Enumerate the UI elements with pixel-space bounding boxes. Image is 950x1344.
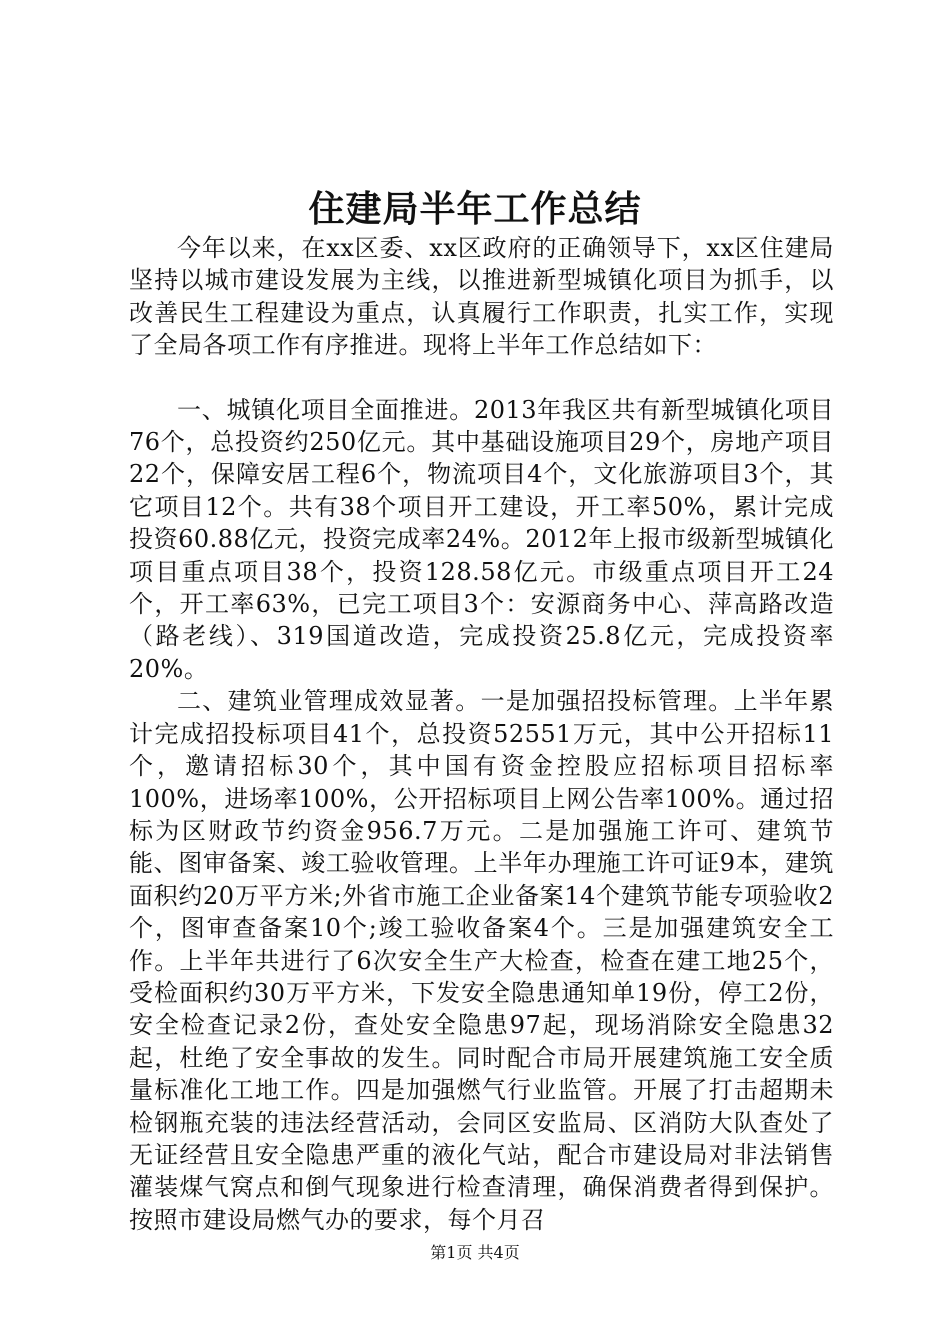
document-body: [129, 232, 834, 1236]
page-footer: 第1页 共4页: [430, 1243, 520, 1262]
document-title: 住建局半年工作总结: [308, 188, 642, 230]
section-paragraph-construction: 二、建筑业管理成效显著。一是加强招投标管理。上半年累计完成招投标项目41个，总投资52551万元，其中公开招标11个，邀请招标30个，其中国有资金控股应招标项目招标率100%，进场率100%，公开招标项目上网公告率100%。通过招标为区财政节约资金956.7万元。二是加强施工许可、建筑节能、图审备案、竣工验收管理。上半年办理施工许可证9本，建筑面积约20万平方米;外省市施工企业备案14个建筑节能专项验收2个，图审查备案10个;竣工验收备案4个。三是加强建筑安全工作。上半年共进行了6次安全生产大检查，检查在建工地25个，受检面积约30万平方米，下发安全隐患通知单19份，停工2份，安全检查记录2份，查处安全隐患97起，现场消除安全隐患32起，杜绝了安全事故的发生。同时配合市局开展建筑施工安全质量标准化工地工作。四是加强燃气行业监管。开展了打击超期未检钢瓶充装的违法经营活动，会同区安监局、区消防大队查处了无证经营且安全隐患严重的液化气站，配合市建设局对非法销售灌装煤气窝点和倒气现象进行检查清理，确保消费者得到保护。按照市建设局燃气办的要求，每个月召: [129, 687, 834, 1234]
intro-paragraph: 今年以来，在xx区委、xx区政府的正确领导下，xx区住建局坚持以城市建设发展为主线，以推进新型城镇化项目为抓手，以改善民生工程建设为重点，认真履行工作职责，扎实工作，实现了全局各项工作有序推进。现将上半年工作总结如下：: [129, 234, 834, 360]
section-paragraph-urbanization: 一、城镇化项目全面推进。2013年我区共有新型城镇化项目76个，总投资约250亿元。其中基础设施项目29个，房地产项目22个，保障安居工程6个，物流项目4个，文化旅游项目3个，其它项目12个。共有38个项目开工建设，开工率50%，累计完成投资60.88亿元，投资完成率24%。2012年上报市级新型城镇化项目重点项目38个，投资128.58亿元。市级重点项目开工24个，开工率63%，已完工项目3个：安源商务中心、萍高路改造（路老线）、319国道改造，完成投资25.8亿元，完成投资率20%。: [129, 395, 834, 683]
paragraph-spacer: [129, 362, 834, 394]
